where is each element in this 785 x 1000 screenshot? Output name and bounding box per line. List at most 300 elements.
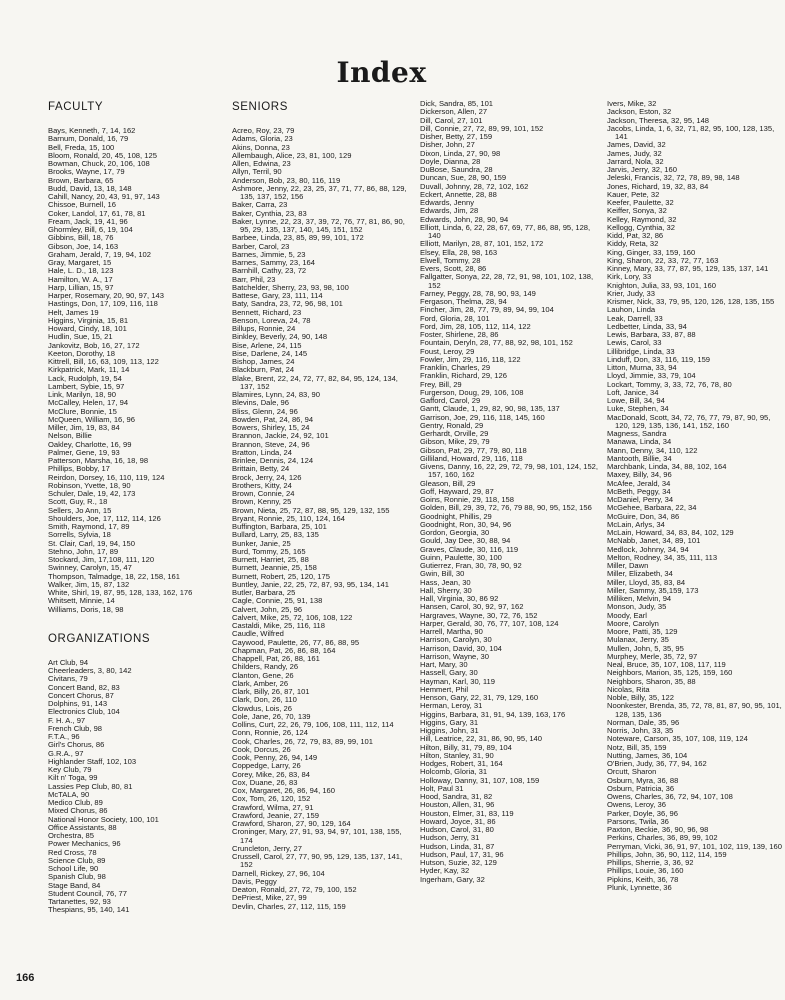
index-entry: Brown, Kenny, 25 — [232, 497, 292, 507]
index-entry: French Club, 98 — [48, 723, 103, 733]
index-entry: Bell, Freda, 15, 100 — [48, 142, 115, 152]
index-entry: Hall, Virginia, 30, 86 92 — [420, 594, 499, 603]
index-entry: Harper, Rosemary, 20, 90, 97, 143 — [48, 291, 164, 300]
index-entry: McLain, Howard, 34, 83, 84, 102, 129 — [607, 528, 734, 537]
index-entry: Pipkins, Keith, 36, 78 — [607, 874, 679, 884]
index-entry: Cook, Charles, 26, 72, 79, 83, 89, 99, 101 — [232, 736, 373, 746]
index-entry: Childers, Randy, 26 — [232, 662, 299, 672]
index-entry: Frey, Bill, 29 — [420, 379, 462, 389]
index-entry: Nicolas, Rita — [607, 684, 650, 694]
index-entry: Kellogg, Cynthia, 32 — [607, 222, 675, 232]
index-entry: Foster, Shirlene, 28, 86 — [420, 330, 499, 339]
index-entry: McCalley, Helen, 17, 94 — [48, 398, 129, 408]
index-entry: Cook, Dorcus, 26 — [232, 744, 291, 754]
index-entry: Henson, Gary, 22, 31, 79, 129, 160 — [420, 693, 539, 702]
index-entry: Power Mechanics, 96 — [48, 839, 121, 849]
index-entry: Garrison, Joe, 29, 116, 118, 145, 160 — [420, 412, 545, 422]
index-entry: Kittrell, Bill, 16, 63, 109, 113, 122 — [48, 357, 159, 366]
index-entry: Keefer, Paulette, 32 — [607, 198, 674, 207]
index-entry: Houston, Elmer, 31, 83, 119 — [420, 808, 514, 818]
index-entry: Kirk, Lory, 33 — [607, 272, 652, 282]
index-entry: Battese, Gary, 23, 111, 114 — [232, 291, 323, 300]
index-entry: Scott, Guy, R., 18 — [48, 497, 108, 507]
index-entry: Burnett, Harriet, 25, 88 — [232, 555, 309, 564]
index-entry: Keiffer, Sonya, 32 — [607, 206, 667, 216]
index-entry: Krier, Judy, 33 — [607, 288, 655, 298]
index-entry: Girl's Chorus, 86 — [48, 740, 105, 750]
index-entry: Gentry, Ronald, 29 — [420, 420, 484, 430]
index-entry: Parsons, Twila, 36 — [607, 816, 669, 826]
index-entry: Phillips, Louie, 36, 160 — [607, 866, 684, 876]
index-entry: Budd, David, 13, 18, 148 — [48, 183, 132, 193]
index-entry: Mixed Chorus, 86 — [48, 806, 108, 816]
index-entry: MacDonald, Scott, 34, 72, 76, 77, 79, 87, 90, 95, 120, 129, 135, 136, 141, 152, 160 — [607, 412, 771, 430]
index-entry: Binkley, Beverly, 24, 90, 148 — [232, 332, 328, 342]
index-entry: Conn, Ronnie, 26, 124 — [232, 728, 308, 738]
index-entry: Jeleski, Francis, 32, 72, 78, 89, 98, 148 — [607, 173, 740, 183]
index-entry: Art Club, 94 — [48, 657, 89, 667]
index-entry: Castaldi, Mike, 25, 116, 118 — [232, 621, 326, 630]
index-entry: Neighbors, Marion, 35, 125, 159, 160 — [607, 668, 733, 678]
index-entry: Jones, Richard, 19, 32, 83, 84 — [607, 181, 709, 191]
index-entry: Higgins, Virginia, 15, 81 — [48, 315, 129, 325]
index-entry: McBeth, Peggy, 34 — [607, 486, 671, 496]
index-entry: Hudlin, Sue, 15, 21 — [48, 332, 113, 342]
index-entry: Coppedge, Larry, 26 — [232, 761, 301, 771]
index-entry: Gordon, Georgia, 30 — [420, 528, 490, 537]
index-entry: Hudson, Paul, 17, 31, 96 — [420, 849, 504, 859]
index-entry: Ivers, Mike, 32 — [607, 99, 657, 108]
index-entry: White, Shirl, 19, 87, 95, 128, 133, 162, 176 — [48, 588, 193, 597]
index-column-1 — [48, 100, 226, 915]
index-entry: Miller, Lloyd, 35, 83, 84 — [607, 577, 686, 587]
index-entry: Goins, Ronnie, 29, 118, 158 — [420, 495, 515, 504]
index-entry: Shoulders, Joe, 17, 112, 114, 126 — [48, 513, 161, 523]
index-entry: Harrison, David, 30, 104 — [420, 643, 502, 653]
index-entry: Gutierrez, Fran, 30, 78, 90, 92 — [420, 561, 522, 570]
index-entry: Concert Chorus, 87 — [48, 690, 114, 700]
index-entry: Ghormley, Bill, 6, 19, 104 — [48, 225, 133, 234]
index-entry: Osburn, Patricia, 36 — [607, 783, 675, 793]
index-entry: Devlin, Charles, 27, 112, 115, 159 — [232, 901, 346, 911]
index-entry: Gray, Margaret, 15 — [48, 258, 112, 267]
index-entry: Plunk, Lynnette, 36 — [607, 882, 672, 892]
index-entry: Duncan, Sue, 28, 90, 159 — [420, 173, 507, 183]
index-entry: King, Sharon, 22, 33, 72, 77, 163 — [607, 255, 719, 265]
index-entry: Howard, Joyce, 31, 86 — [420, 816, 496, 826]
index-entry: Stockard, Jim, 17,108, 111, 120 — [48, 555, 155, 564]
index-entry: Sellers, Jo Ann, 15 — [48, 505, 112, 515]
index-entry: Higgins, Gary, 31 — [420, 717, 479, 727]
index-entry: Nelson, Billie — [48, 431, 92, 441]
index-entry: Hilton, Billy, 31, 79, 89, 104 — [420, 742, 512, 752]
index-entry: Hale, L. D., 18, 123 — [48, 266, 114, 276]
index-entry: Cahill, Nancy, 20, 43, 91, 97, 143 — [48, 192, 160, 201]
index-entry: Higgins, John, 31 — [420, 726, 479, 735]
index-entry: Lewis, Barbara, 33, 87, 88 — [607, 330, 696, 339]
index-entry: Dill, Carol, 27, 101 — [420, 115, 483, 125]
index-entry: Burd, Tommy, 25, 165 — [232, 546, 306, 556]
index-entry: Houston, Allen, 31, 96 — [420, 800, 495, 810]
index-entry: Noble, Billy, 35, 122 — [607, 693, 674, 702]
index-entry: Disher, John, 27 — [420, 140, 475, 150]
index-entry: Corey, Mike, 26, 83, 84 — [232, 769, 310, 779]
index-entry: Phillips, John, 36, 90, 112, 114, 159 — [607, 849, 727, 859]
index-entry: Highlander Staff, 102, 103 — [48, 756, 137, 766]
index-entry: McGehee, Barbara, 22, 34 — [607, 503, 697, 513]
index-entry: Barber, Carol, 23 — [232, 241, 290, 251]
index-entry: Gilliland, Howard, 29, 116, 118 — [420, 453, 523, 463]
index-entry: McClure, Bonnie, 15 — [48, 406, 117, 416]
index-entry: Cagle, Connie, 25, 91, 138 — [232, 596, 323, 606]
index-entry: Edwards, John, 28, 90, 94 — [420, 214, 509, 224]
index-entry: Dickerson, Allen, 27 — [420, 107, 488, 117]
index-entry: Orchestra, 85 — [48, 831, 95, 840]
index-entry: Bowman, Chuck, 20, 106, 108 — [48, 159, 150, 168]
index-entry: Office Assistants, 88 — [48, 822, 117, 832]
index-entry: Bloom, Ronald, 20, 45, 108, 125 — [48, 150, 157, 160]
index-entry: Moody, Earl — [607, 610, 647, 620]
index-entry: Edwards, Jim, 28 — [420, 206, 479, 216]
index-entry: Buntley, Janie, 22, 25, 72, 87, 93, 95, 134, 141 — [232, 579, 389, 589]
index-column-2 — [232, 100, 410, 911]
index-entry: Gantt, Claude, 1, 29, 82, 90, 98, 135, 137 — [420, 404, 560, 414]
index-entry: Electronics Club, 104 — [48, 707, 120, 717]
index-entry: Brinlee, Dennis, 24, 124 — [232, 456, 314, 465]
index-entry: Oakley, Charlotte, 16, 99 — [48, 439, 132, 449]
index-entry: F. H. A., 97 — [48, 715, 86, 725]
index-entry: Barbee, Linda, 23, 85, 89, 99, 101, 172 — [232, 233, 364, 243]
index-entry: DePriest, Mike, 27, 99 — [232, 893, 307, 903]
index-entry: Fergason, Thelma, 28, 94 — [420, 297, 507, 306]
index-entry: Crawford, Wilma, 27, 91 — [232, 802, 314, 812]
section-heading: FACULTY — [48, 101, 104, 113]
index-entry: Disher, Betty, 27, 159 — [420, 132, 493, 141]
index-entry: Kauer, Pete, 32 — [607, 189, 660, 199]
index-entry: Brooks, Wayne, 17, 79 — [48, 167, 125, 177]
index-entry: Acreo, Roy, 23, 79 — [232, 126, 295, 135]
index-entry: Kiddy, Reta, 32 — [607, 239, 659, 249]
index-entry: Orcutt, Sharon — [607, 767, 657, 777]
index-entry: Hodges, Robert, 31, 164 — [420, 759, 503, 768]
index-entry: Luke, Stephen, 34 — [607, 404, 669, 414]
index-entry: Higgins, Barbara, 31, 91, 94, 139, 163, 176 — [420, 709, 566, 719]
index-entry: Owens, Leroy, 36 — [607, 800, 666, 810]
index-entry: Bryant, Ronnie, 25, 110, 124, 164 — [232, 513, 346, 523]
index-entry: Hood, Sandra, 31, 82 — [420, 792, 493, 801]
index-entry: Chapman, Pat, 26, 86, 88, 164 — [232, 645, 336, 655]
index-entry: Smith, Raymond, 17, 89 — [48, 522, 130, 531]
index-entry: Fountain, Deryln, 28, 77, 88, 92, 98, 101, 152 — [420, 338, 573, 348]
index-column-4 — [607, 100, 785, 892]
index-entry: Jankovitz, Bob, 16, 27, 172 — [48, 340, 140, 350]
index-entry: Stage Band, 84 — [48, 880, 101, 890]
index-entry: Herman, Leroy, 31 — [420, 701, 483, 711]
index-entry: Fream, Jack, 19, 41, 96 — [48, 216, 128, 226]
index-entry: Hemmert, Phil — [420, 684, 469, 694]
index-entry: Cruncleton, Jerry, 27 — [232, 843, 302, 853]
index-entry: Baker, Cynthia, 23, 83 — [232, 208, 307, 218]
index-entry: Davis, Peggy — [232, 876, 277, 886]
index-entry: Hayman, Karl, 30, 119 — [420, 676, 495, 686]
index-entry: Buffington, Barbara, 25, 101 — [232, 522, 327, 531]
index-entry: Cox, Duane, 26, 83 — [232, 777, 298, 787]
index-entry: Ledbetter, Linda, 33, 94 — [607, 321, 687, 331]
index-entry: Norman, Dale, 35, 96 — [607, 717, 680, 727]
index-entry: Miller, Elizabeth, 34 — [607, 569, 673, 579]
index-entry: Graves, Claude, 30, 116, 119 — [420, 544, 519, 554]
index-entry: Ashmore, Jenny, 22, 23, 25, 37, 71, 77, 86, 88, 129, 135, 137, 152, 156 — [232, 183, 407, 201]
index-entry: Kelley, Raymond, 32 — [607, 214, 677, 224]
index-entry: Gafford, Carol, 29 — [420, 396, 481, 405]
index-entry: Batchelder, Sherry, 23, 93, 98, 100 — [232, 282, 349, 292]
index-entry: Gibson, Joe, 14, 163 — [48, 241, 119, 251]
index-entry: Elliott, Marilyn, 28, 87, 101, 152, 172 — [420, 239, 544, 249]
index-entry: Bowden, Pat, 24, 86, 94 — [232, 414, 314, 424]
index-entry: Clowdus, Lois, 26 — [232, 703, 292, 713]
index-entry: Crawford, Sharon, 27, 90, 129, 164 — [232, 819, 351, 828]
index-entry: Jarvis, Jerry, 32, 160 — [607, 165, 677, 174]
index-entry: Ford, Jim, 28, 105, 112, 114, 122 — [420, 321, 531, 331]
index-entry: Dick, Sandra, 85, 101 — [420, 99, 494, 108]
index-entry: Hart, Mary, 30 — [420, 660, 468, 669]
index-entry: Bowers, Shirley, 15, 24 — [232, 423, 310, 432]
index-entry: Brown, Barbara, 65 — [48, 175, 114, 185]
index-entry: Harper, Gerald, 30, 76, 77, 107, 108, 124 — [420, 618, 559, 628]
index-entry: Cole, Jane, 26, 70, 139 — [232, 711, 311, 721]
index-entry: Collins, Curt, 22, 26, 79, 106, 108, 111, 112, 114 — [232, 720, 394, 729]
index-entry: James, Judy, 32 — [607, 148, 662, 158]
index-entry: Hudson, Jerry, 31 — [420, 833, 480, 843]
index-entry: Barnum, Donald, 16, 79 — [48, 134, 129, 144]
index-entry: Billups, Ronnie, 24 — [232, 324, 296, 333]
index-entry: Noonkester, Brenda, 35, 72, 78, 81, 87, 90, 95, 101, 128, 135, 136 — [607, 701, 782, 719]
index-entry: Helt, James 19 — [48, 307, 99, 317]
index-entry: Knighton, Julia, 33, 93, 101, 160 — [607, 280, 716, 290]
index-entry: Givens, Danny, 16, 22, 29, 72, 79, 98, 101, 124, 152, 157, 160, 162 — [420, 462, 599, 480]
index-entry: King, Ginger, 33, 159, 160 — [607, 247, 696, 257]
index-entry: Blake, Brent, 22, 24, 72, 77, 82, 84, 95, 124, 134, 137, 152 — [232, 373, 398, 391]
index-entry: Loft, Janice, 34 — [607, 387, 659, 397]
index-entry: Blevins, Dale, 96 — [232, 398, 289, 408]
index-entry: Cox, Margaret, 26, 86, 94, 160 — [232, 786, 335, 795]
index-entry: Owens, Charles, 36, 72, 94, 107, 108 — [607, 792, 733, 801]
index-entry: Red Cross, 78 — [48, 847, 97, 857]
index-entry: Clanton, Gene, 26 — [232, 670, 294, 680]
index-entry: Bennett, Richard, 23 — [232, 307, 302, 317]
index-entry: Holt, Paul 31 — [420, 783, 464, 793]
index-entry: Elsey, Ella, 28, 98, 163 — [420, 247, 498, 257]
index-entry: Hansen, Carol, 30, 92, 97, 162 — [420, 602, 524, 612]
index-entry: Elwell, Tommy, 28 — [420, 255, 481, 265]
index-entry: DuBose, Saundra, 28 — [420, 165, 493, 174]
index-entry: Schuler, Dale, 19, 42, 173 — [48, 489, 136, 498]
index-entry: Fowler, Jim, 29, 116, 118, 122 — [420, 354, 521, 364]
index-entry: McNabb, Janet, 34, 89, 101 — [607, 536, 701, 546]
index-entry: Crawford, Jeanie, 27, 159 — [232, 810, 319, 820]
index-entry: Harrell, Martha, 90 — [420, 627, 483, 636]
index-entry: Baker, Lynne, 22, 23, 37, 39, 72, 76, 77, 81, 86, 90, 95, 29, 135, 137, 140, 145, 151, 152 — [232, 216, 405, 234]
index-entry: Akins, Donna, 23 — [232, 142, 290, 152]
index-entry: Goodnight, Phillis, 29 — [420, 511, 492, 521]
index-entry: Edwards, Jenny — [420, 198, 475, 207]
index-entry: Bullard, Larry, 25, 83, 135 — [232, 530, 319, 540]
index-entry: Hargraves, Wayne, 30, 72, 76, 152 — [420, 610, 538, 620]
index-entry: Barr, Phil, 23 — [232, 274, 276, 284]
index-entry: Barnes, Jimmie, 5, 23 — [232, 249, 306, 259]
index-entry: McDaniel, Perry, 34 — [607, 495, 674, 504]
index-entry: Fallgatter, Sonya, 22, 28, 72, 91, 98, 101, 102, 138, 152 — [420, 272, 594, 290]
index-entry: Lillibridge, Linda, 33 — [607, 346, 675, 356]
index-entry: McTALA, 90 — [48, 789, 90, 799]
index-entry: Gibson, Pat, 29, 77, 79, 80, 118 — [420, 445, 527, 455]
index-entry: Nutting, James, 36, 104 — [607, 750, 688, 760]
index-entry: National Honor Society, 100, 101 — [48, 814, 159, 824]
index-entry: Goodnight, Ron, 30, 94, 96 — [420, 519, 512, 529]
index-entry: Concert Band, 82, 83 — [48, 682, 120, 692]
index-entry: Milliken, Melvin, 94 — [607, 594, 672, 603]
index-entry: Allen, Edwina, 23 — [232, 159, 291, 168]
index-entry: Dolphins, 91, 143 — [48, 699, 108, 708]
index-entry: Howard, Cindy, 18, 101 — [48, 324, 127, 333]
index-entry: Leak, Darrell, 33 — [607, 313, 663, 323]
index-entry: Franklin, Charles, 29 — [420, 363, 491, 372]
index-entry: Burnett, Robert, 25, 120, 175 — [232, 571, 330, 581]
index-entry: Franklin, Richard, 29, 126 — [420, 371, 507, 381]
index-entry: Elliott, Linda, 6, 22, 28, 67, 69, 77, 86, 88, 95, 128, 140 — [420, 222, 591, 240]
index-entry: Butler, Barbara, 25 — [232, 588, 296, 597]
section-heading: SENIORS — [232, 101, 288, 113]
index-entry: Parker, Doyle, 36, 96 — [607, 808, 678, 818]
index-entry: Lambert, Sybie, 15, 97 — [48, 381, 125, 391]
index-entry: Kinney, Mary, 33, 77, 87, 95, 129, 135, 137, 141 — [607, 264, 769, 273]
index-entry: Dixon, Linda, 27, 90, 98 — [420, 148, 501, 158]
index-entry: Norris, John, 33, 35 — [607, 726, 674, 735]
index-entry: Gibson, Mike, 29, 79 — [420, 437, 490, 447]
index-entry: McQueen, William, 16, 96 — [48, 414, 135, 424]
index-entry: Kirkpatrick, Mark, 11, 14 — [48, 365, 130, 375]
index-entry: Harp, Lillian, 15, 97 — [48, 282, 114, 292]
index-entry: Linduff, Don, 33, 116, 119, 159 — [607, 354, 711, 364]
index-entry: Fincher, Jim, 28, 77, 79, 89, 94, 99, 104 — [420, 305, 554, 315]
index-entry: Stehno, John, 17, 89 — [48, 546, 119, 556]
index-entry: Brown, Nieta, 25, 72, 87, 88, 95, 129, 132, 155 — [232, 505, 390, 515]
index-entry: Hastings, Don, 17, 109, 116, 118 — [48, 299, 158, 309]
index-entry: Clark, Don, 26, 110 — [232, 695, 297, 705]
index-entry: Chissoe, Burnell, 16 — [48, 200, 116, 210]
index-entry: Cook, Penny, 26, 94, 149 — [232, 753, 318, 762]
section-spacer — [48, 614, 226, 632]
index-entry: Moore, Carolyn — [607, 618, 659, 628]
index-entry: Gerhardt, Orville, 29 — [420, 429, 489, 438]
index-entry: Neal, Bruce, 35, 107, 108, 117, 119 — [607, 660, 726, 669]
index-entry: Krismer, Nick, 33, 79, 95, 120, 126, 128, 135, 155 — [607, 297, 775, 306]
index-entry: Bise, Arlene, 24, 115 — [232, 340, 302, 350]
index-entry: Jackson, Theresa, 32, 95, 148 — [607, 115, 710, 125]
index-entry: Maxey, Billy, 34, 96 — [607, 470, 672, 480]
index-entry: Melton, Rodney, 34, 35, 111, 113 — [607, 552, 718, 562]
page-number: 166 — [16, 972, 35, 984]
index-entry: Cheerleaders, 3, 80, 142 — [48, 666, 132, 675]
index-entry: Key Club, 79 — [48, 765, 92, 774]
index-entry: Benson, Loreva, 24, 78 — [232, 315, 311, 325]
index-entry: Walker, Jim, 15, 87, 132 — [48, 579, 130, 589]
index-entry: Lewis, Carol, 33 — [607, 338, 662, 348]
index-entry: Chappell, Pat, 26, 88, 161 — [232, 654, 320, 663]
index-entry: Hall, Sherry, 30 — [420, 585, 472, 595]
index-entry: Calvert, Mike, 25, 72, 106, 108, 122 — [232, 612, 353, 622]
index-entry: Brothers, Kitty, 24 — [232, 480, 292, 490]
index-entry: Hill, Leatrice, 22, 31, 86, 90, 95, 140 — [420, 734, 543, 744]
index-entry: Lloyd, Jimmie, 33, 79, 104 — [607, 371, 696, 381]
index-entry: Miller, Sammy, 35,159, 173 — [607, 585, 699, 595]
index-entry: School Life, 90 — [48, 864, 99, 873]
index-entry: Litton, Murna, 33, 94 — [607, 363, 677, 372]
index-entry: Goff, Hayward, 29, 87 — [420, 486, 494, 496]
index-entry: Ingerham, Gary, 32 — [420, 874, 485, 884]
index-entry: Keeton, Dorothy, 18 — [48, 348, 115, 358]
index-entry: Palmer, Gene, 19, 93 — [48, 447, 120, 457]
index-entry: Gibbins, Bill, 18, 76 — [48, 233, 114, 243]
index-entry: Bishop, James, 24 — [232, 357, 295, 366]
index-entry: Sorrells, Sylvia, 18 — [48, 530, 111, 540]
index-entry: Patterson, Marsha, 16, 18, 98 — [48, 456, 149, 465]
index-entry: Barnes, Sammy, 23, 164 — [232, 258, 316, 267]
index-entry: Hamilton, W. A., 17 — [48, 274, 113, 284]
index-entry: Perkins, Charles, 36, 89, 99, 102 — [607, 833, 718, 843]
index-entry: Baker, Carra, 23 — [232, 200, 288, 210]
index-entry: Hilton, Stanley, 31, 90 — [420, 750, 494, 760]
index-entry: Lowe, Bill, 34, 94 — [607, 396, 665, 405]
index-entry: Brannon, Steve, 24, 96 — [232, 439, 310, 449]
index-entry: Foust, Leroy, 29 — [420, 346, 475, 356]
index-entry: Blamires, Lynn, 24, 83, 90 — [232, 390, 320, 399]
index-entry: McGuire, Don, 34, 86 — [607, 511, 680, 521]
index-entry: Neighbors, Sharon, 35, 88 — [607, 676, 696, 686]
index-entry: Mullen, John, 5, 35, 95 — [607, 643, 684, 653]
index-entry: Brittain, Betty, 24 — [232, 464, 290, 474]
index-entry: Gould, Jay Dee, 30, 88, 94 — [420, 536, 511, 546]
index-entry: Duvall, Johnny, 28, 72, 102, 162 — [420, 181, 529, 191]
index-entry: Eckert, Annette, 28, 88 — [420, 189, 497, 199]
index-entry: Reirdon, Dorsey, 16, 110, 119, 124 — [48, 472, 165, 482]
index-column-3 — [420, 100, 598, 884]
index-entry: Guinn, Paulette, 30, 100 — [420, 552, 502, 562]
index-entry: Monson, Judy, 35 — [607, 602, 667, 612]
index-entry: Science Club, 89 — [48, 855, 106, 865]
index-entry: Lassies Pep Club, 80, 81 — [48, 781, 133, 791]
index-entry: Furgerson, Doug, 29, 106, 108 — [420, 387, 524, 397]
index-entry: Gwin, Bill, 30 — [420, 569, 465, 579]
index-entry: Holcomb, Gloria, 31 — [420, 767, 488, 777]
index-entry: Brannon, Jackie, 24, 92, 101 — [232, 431, 329, 441]
index-entry: Harrison, Carolyn, 30 — [420, 635, 492, 645]
index-entry: McAfee, Jerald, 34 — [607, 478, 671, 488]
index-entry: Farney, Peggy, 28, 78, 90, 93, 149 — [420, 288, 536, 298]
index-entry: Miller, Jim, 19, 83, 84 — [48, 423, 120, 432]
index-entry: Manawa, Linda, 34 — [607, 437, 672, 447]
index-entry: Caywood, Paulette, 26, 77, 86, 88, 95 — [232, 637, 360, 647]
index-entry: Lauhon, Linda — [607, 305, 656, 315]
index-entry: Golden, Bill, 29, 39, 72, 76, 79 88, 90, 95, 152, 156 — [420, 503, 592, 513]
index-entry: Jacobs, Linda, 1, 6, 32, 71, 82, 95, 100, 128, 135, 141 — [607, 123, 775, 141]
index-entry: Hudson, Linda, 31, 87 — [420, 841, 495, 851]
index-entry: St. Clair, Carl, 19, 94, 150 — [48, 538, 135, 548]
index-entry: Osburn, Myra, 36, 88 — [607, 775, 679, 785]
index-entry: Jackson, Eston, 32 — [607, 107, 672, 117]
index-entry: Bise, Darlene, 24, 145 — [232, 348, 308, 358]
index-entry: Hyder, Kay, 32 — [420, 866, 470, 876]
